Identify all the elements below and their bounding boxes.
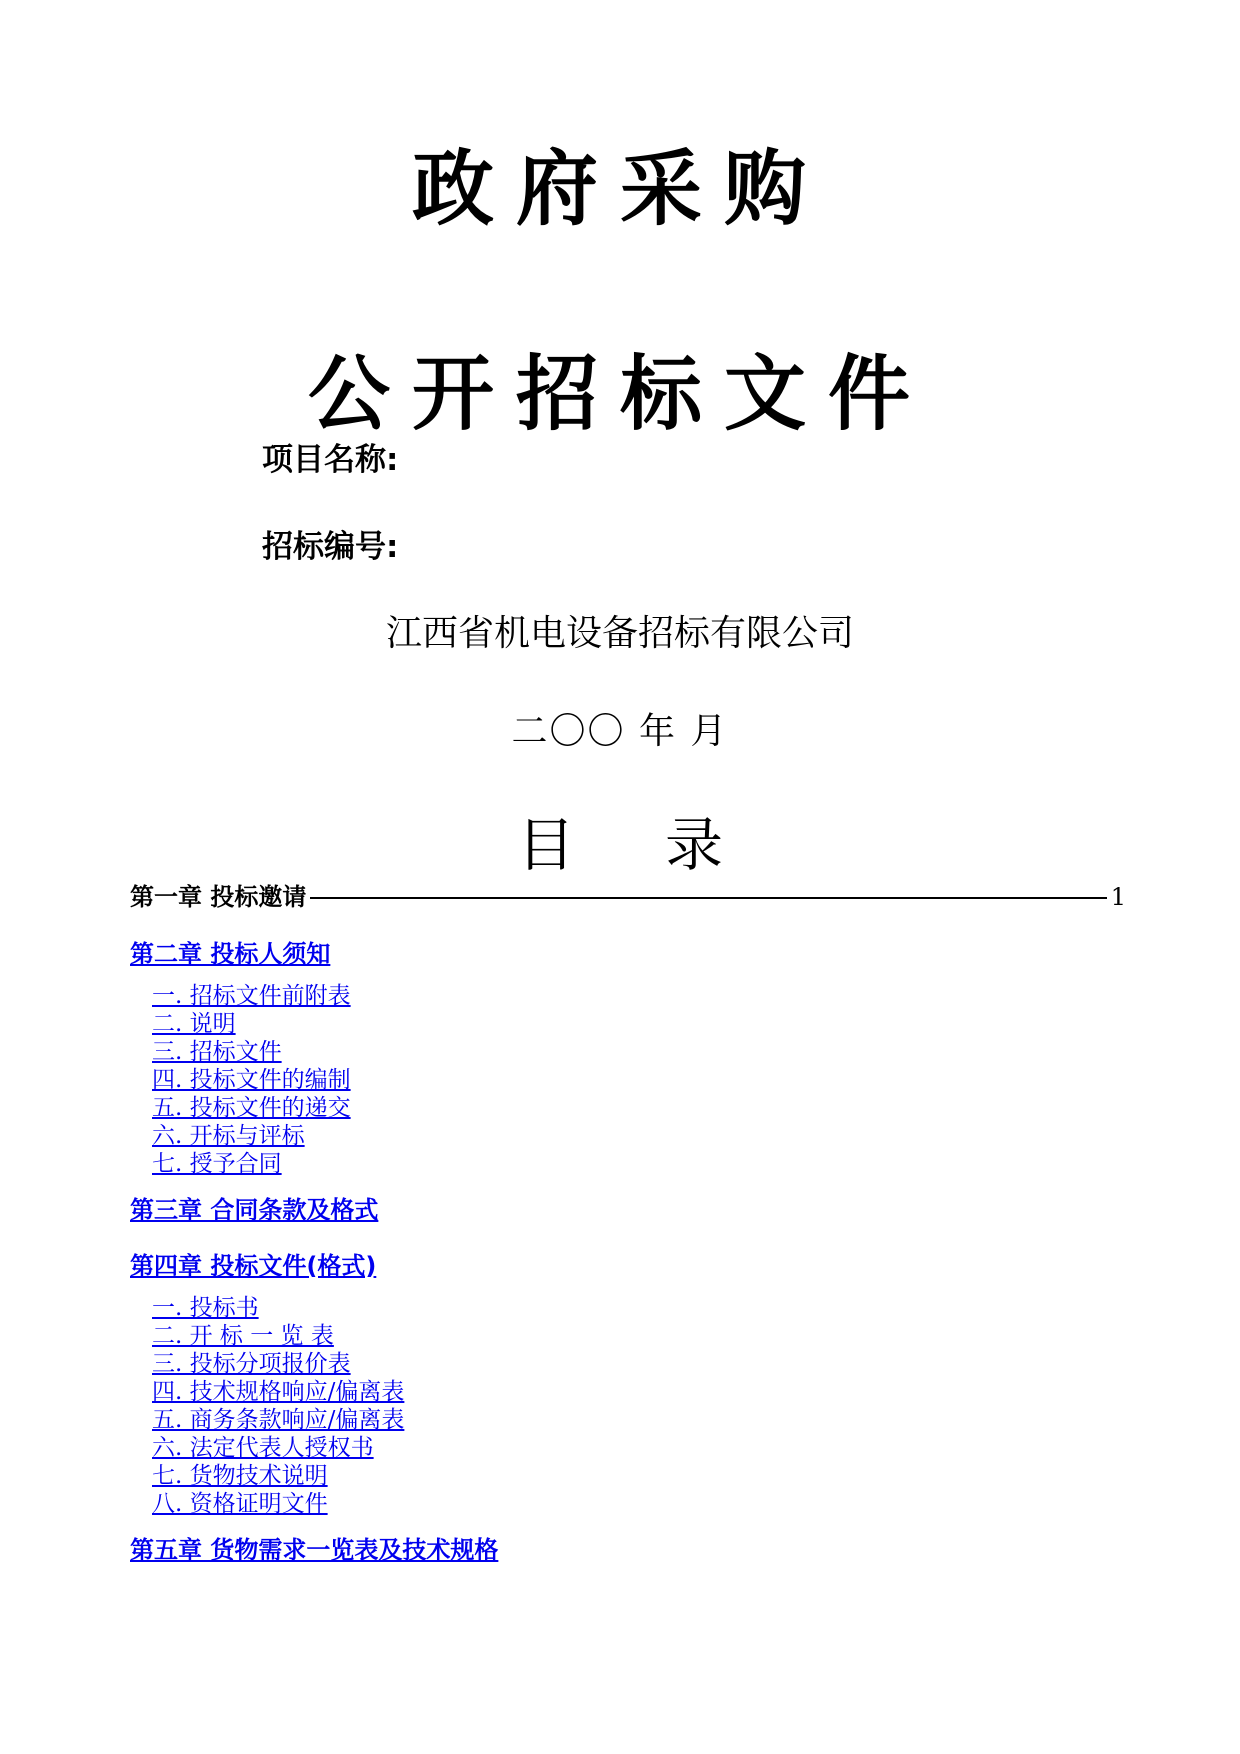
toc-chapter2-link[interactable]: 第二章 投标人须知 (130, 940, 331, 968)
toc-chapter4-item-3[interactable]: 三. 投标分项报价表 (152, 1351, 351, 1377)
toc-chapter5-link[interactable]: 第五章 货物需求一览表及技术规格 (130, 1536, 499, 1564)
toc-chapter2-item-3[interactable]: 三. 招标文件 (152, 1039, 282, 1065)
toc-leader-line (310, 897, 1106, 899)
toc-chapter1-entry[interactable] (130, 881, 1126, 913)
toc-chapter2-item-4[interactable]: 四. 投标文件的编制 (152, 1067, 351, 1093)
company-name: 江西省机电设备招标有限公司 (385, 613, 854, 654)
project-name-label: 项目名称: (262, 442, 399, 478)
toc-heading-left: 目 (516, 811, 575, 879)
toc-chapter4-item-1[interactable]: 一. 投标书 (152, 1295, 259, 1321)
toc-heading (0, 810, 1240, 880)
toc-chapter4-item-8[interactable]: 八. 资格证明文件 (152, 1491, 328, 1517)
toc-chapter4-item-2[interactable]: 二. 开 标 一 览 表 (152, 1323, 334, 1349)
toc-chapter4-item-5[interactable]: 五. 商务条款响应/偏离表 (152, 1407, 405, 1433)
toc-chapter4-item-6[interactable]: 六. 法定代表人授权书 (152, 1435, 374, 1461)
cover-title-line1: 政府采购 (411, 142, 828, 237)
toc-heading-right: 录 (665, 811, 724, 879)
toc-chapter2-item-1[interactable]: 一. 招标文件前附表 (152, 983, 351, 1009)
cover-title-line2: 公开招标文件 (307, 347, 932, 442)
toc-chapter4-link[interactable]: 第四章 投标文件(格式) (130, 1252, 377, 1280)
bid-number-label: 招标编号: (262, 529, 399, 565)
toc-chapter1-page: 1 (1110, 883, 1126, 911)
document-date: 二〇〇 年 月 (511, 711, 729, 752)
toc-chapter2-item-2[interactable]: 二. 说明 (152, 1011, 236, 1037)
toc-chapter2-item-5[interactable]: 五. 投标文件的递交 (152, 1095, 351, 1121)
toc-chapter4-item-4[interactable]: 四. 技术规格响应/偏离表 (152, 1379, 405, 1405)
toc-chapter3-link[interactable]: 第三章 合同条款及格式 (130, 1196, 379, 1224)
toc-chapter2-item-7[interactable]: 七. 授予合同 (152, 1151, 282, 1177)
toc-chapter2-item-6[interactable]: 六. 开标与评标 (152, 1123, 305, 1149)
toc-chapter4-item-7[interactable]: 七. 货物技术说明 (152, 1463, 328, 1489)
toc-chapter1-label: 第一章 投标邀请 (130, 883, 307, 911)
